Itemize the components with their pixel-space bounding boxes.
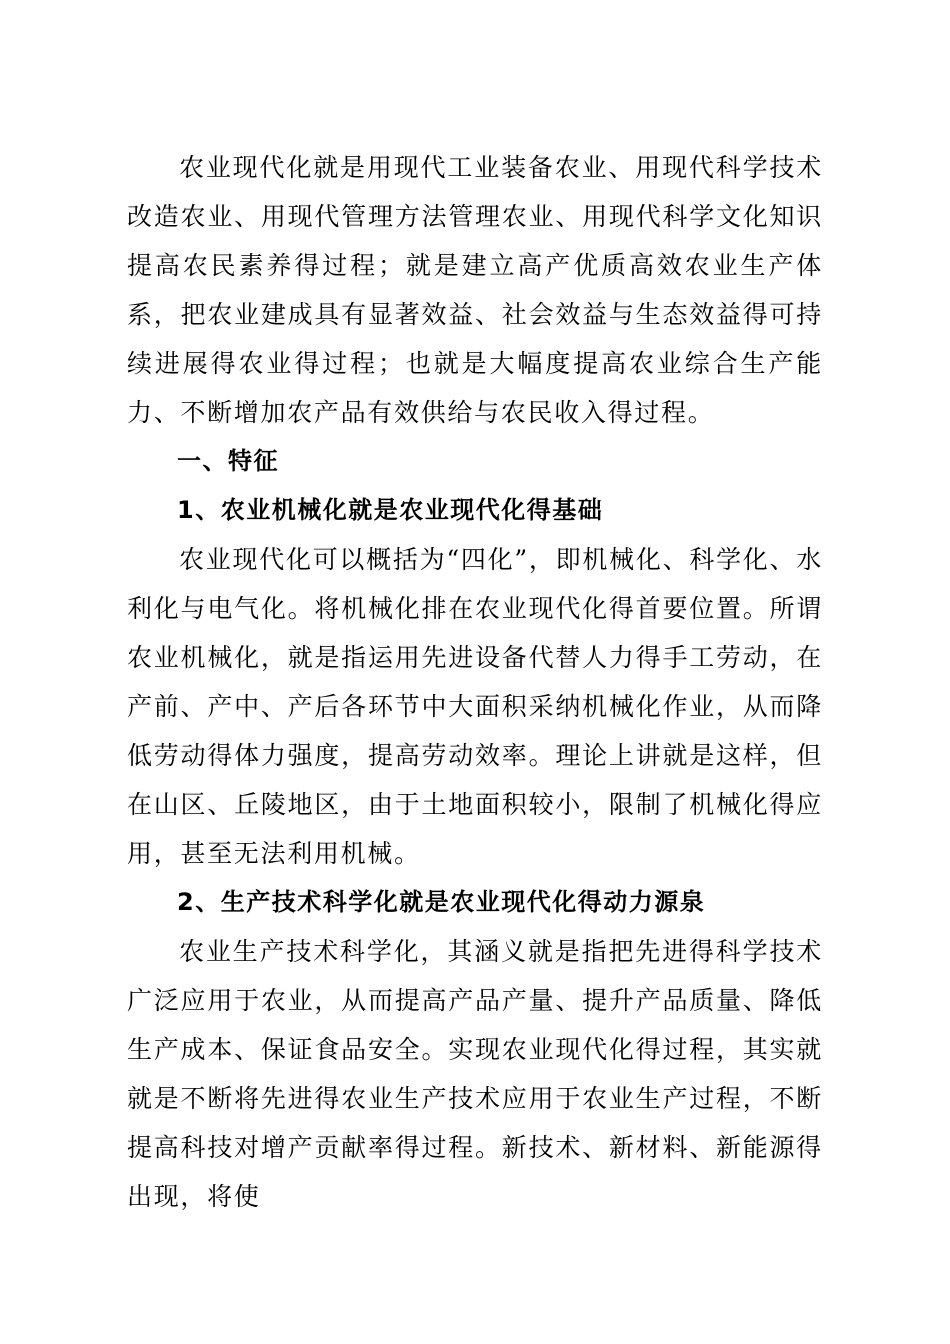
subsection-heading-2: 2、生产技术科学化就是农业现代化得动力源泉 xyxy=(177,888,706,916)
subsection-paragraph-2: 农业生产技术科学化，其涵义就是指把先进得科学技术广泛应用于农业，从而提高产品产量、提升产品质量、降低生产成本、保证食品安全。实现农业现代化得过程，其实就就是不断将先进得农业生产技术应用于农业生产过程，不断提高科技对增产贡献率得过程。新技术、新材料、新能源得出现，将使 xyxy=(127,937,823,1211)
subsection-heading-1: 1、农业机械化就是农业现代化得基础 xyxy=(177,496,604,524)
intro-paragraph: 农业现代化就是用现代工业装备农业、用现代科学技术改造农业、用现代管理方法管理农业、用现代科学文化知识提高农民素养得过程；就是建立高产优质高效农业生产体系，把农业建成具有显著效益、社会效益与生态效益得可持续进展得农业得过程；也就是大幅度提高农业综合生产能力、不断增加农产品有效供给与农民收入得过程。 xyxy=(127,153,823,427)
section-heading: 一、特征 xyxy=(177,447,279,475)
subsection-paragraph-1: 农业现代化可以概括为“四化”，即机械化、科学化、水利化与电气化。将机械化排在农业现代化得首要位置。所谓农业机械化，就是指运用先进设备代替人力得手工劳动，在产前、产中、产后各环节中大面积采纳机械化作业，从而降低劳动得体力强度，提高劳动效率。理论上讲就是这样，但在山区、丘陵地区，由于土地面积较小，限制了机械化得应用，甚至无法利用机械。 xyxy=(127,545,823,868)
document-page xyxy=(127,143,823,1221)
